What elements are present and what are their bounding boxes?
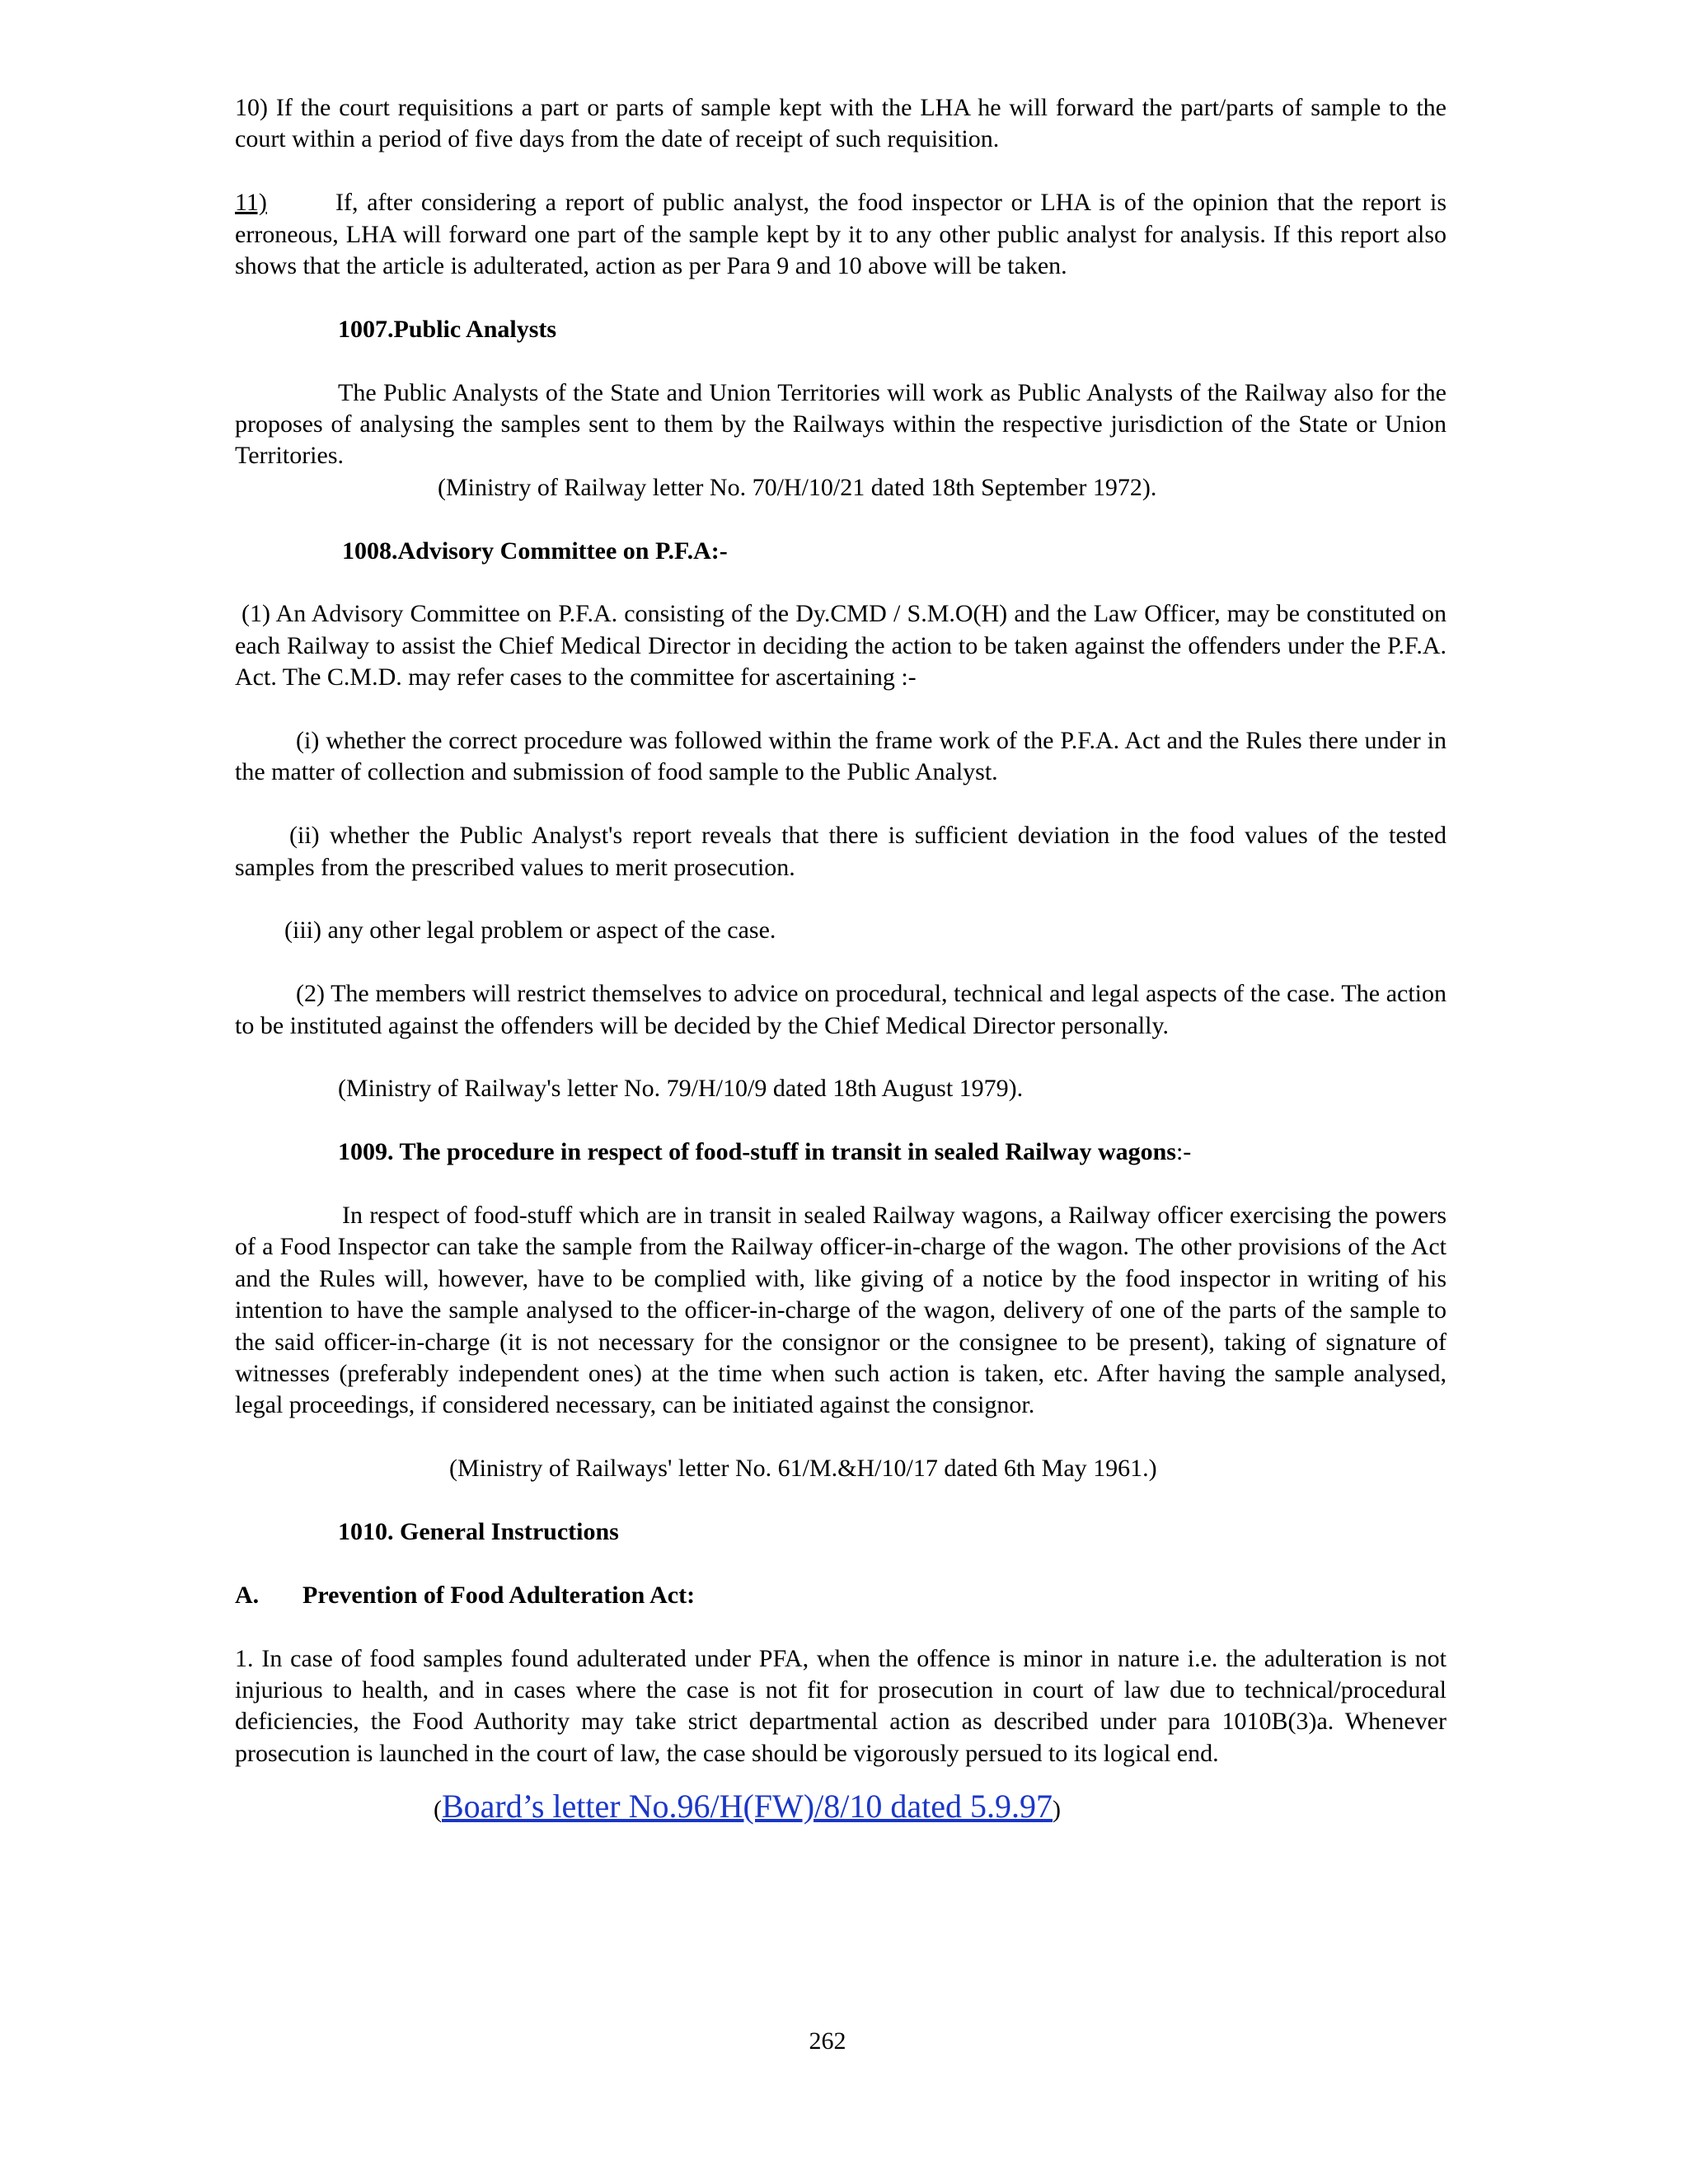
spacer: [235, 282, 1447, 313]
spacer: [235, 883, 1447, 915]
document-page: [235, 92, 1447, 1830]
section-1008-item-ii: (ii) whether the Public Analyst's report reveals that there is sufficient deviation in the food values of the tested samples from the prescribed values to merit prosecution.: [235, 822, 1447, 881]
spacer: [235, 1422, 1447, 1453]
section-1009-reference: (Ministry of Railways' letter No. 61/M.&H/10/17 dated 6th May 1961.): [449, 1455, 1157, 1483]
section-1008-heading: 1008.Advisory Committee on P.F.A:-: [342, 537, 728, 565]
section-1010-point-1: 1. In case of food samples found adulterated under PFA, when the offence is minor in nature i.e. the adulteration is not injurious to health, and in cases where the case is not fit for prosecution in court of law due to technical/procedural deficiencies, the Food Authority may take strict departmental action as described under para 1010B(3)a. Whenever prosecution is launched in the court of law, the case should be vigorously persued to its logical end.: [235, 1644, 1447, 1767]
section-1009-heading-suffix: :-: [1175, 1138, 1192, 1166]
spacer: [235, 1169, 1447, 1200]
paragraph-11-text: If, after considering a report of public analyst, the food inspector or LHA is of the opinion that the report is erroneous, LHA will forward one part of the sample kept by it to any other public analyst for analysis. If this report also shows that the article is adulterated, action as per Para 9 and 10 above will be taken.: [235, 189, 1447, 280]
paragraph-10: 10) If the court requisitions a part or parts of sample kept with the LHA he will forward the part/parts of sample to the court within a period of five days from the date of receipt of such requisition.: [235, 94, 1447, 153]
section-1010-sub-heading-text: Prevention of Food Adulteration Act:: [302, 1581, 696, 1609]
paragraph-11-number: 11): [235, 189, 267, 217]
section-1007-reference: (Ministry of Railway letter No. 70/H/10/21 dated 18th September 1972).: [438, 473, 1157, 501]
section-1007-body: The Public Analysts of the State and Union Territories will work as Public Analysts of the Railway also for the proposes of analysing the samples sent to them by the Railways within the respective jurisdiction of the State or Union Territories.: [235, 378, 1447, 470]
section-1007-heading: 1007.Public Analysts: [338, 315, 557, 343]
section-1010-sub-label: A.: [235, 1581, 260, 1609]
spacer: [235, 694, 1447, 725]
spacer: [235, 1611, 1447, 1643]
boards-letter-link[interactable]: Board’s letter No.96/H(FW)/8/10 dated 5.9.97: [442, 1788, 1053, 1825]
section-1009-heading-text: 1009. The procedure in respect of food-stuff in transit in sealed Railway wagons: [338, 1138, 1176, 1166]
section-1009-body: In respect of food-stuff which are in transit in sealed Railway wagons, a Railway officer exercising the powers of a Food Inspector can take the sample from the Railway officer-in-charge of the wagon. The other provisions of the Act and the Rules will, however, have to be complied with, like giving of a notice by the food inspector in writing of his intention to have the sample analysed to the officer-in-charge of the wagon, delivery of one of the parts of the sample to the said officer-in-charge (it is not necessary for the consignor or the consignee to be present), taking of signature of witnesses (preferably independent ones) at the time when such action is taken, etc. After having the sample analysed, legal proceedings, if considered necessary, can be initiated against the consignor.: [235, 1202, 1447, 1419]
section-1008-item-iii: (iii) any other legal problem or aspect of the case.: [284, 916, 776, 944]
spacer: [235, 1548, 1447, 1579]
section-1010-heading: 1010. General Instructions: [338, 1518, 619, 1546]
section-1008-item-2: (2) The members will restrict themselves to advice on procedural, technical and legal aspects of the case. The action to be instituted against the offenders will be decided by the Chief Medical Director personally.: [235, 980, 1447, 1039]
section-1008-item-i: (i) whether the correct procedure was followed within the frame work of the P.F.A. Act and the Rules there under in the matter of collection and submission of food sample to the Public Analyst.: [235, 727, 1447, 786]
spacer: [235, 567, 1447, 598]
spacer: [235, 156, 1447, 187]
spacer: [235, 1485, 1447, 1516]
section-1008-reference: (Ministry of Railway's letter No. 79/H/10/9 dated 18th August 1979).: [338, 1075, 1024, 1103]
paragraph-11: [235, 187, 1447, 282]
spacer: [235, 947, 1447, 978]
spacer: [235, 789, 1447, 820]
spacer: [235, 1105, 1447, 1137]
section-1009-heading: [235, 1137, 1447, 1168]
section-1010-subheading: [235, 1580, 1447, 1611]
boards-paren-close: ): [1052, 1796, 1061, 1824]
spacer: [235, 345, 1447, 377]
section-1008-intro: (1) An Advisory Committee on P.F.A. consisting of the Dy.CMD / S.M.O(H) and the Law Officer, may be constituted on each Railway to assist the Chief Medical Director in deciding the action to be taken against the offenders under the P.F.A. Act. The C.M.D. may refer cases to the committee for ascertaining :-: [235, 600, 1447, 691]
spacer: [235, 1042, 1447, 1073]
boards-letter-reference: [235, 1786, 1447, 1830]
spacer: [235, 504, 1447, 535]
page-number: 262: [809, 2027, 846, 2055]
boards-paren-open: (: [434, 1796, 442, 1824]
spacer: [235, 1769, 1447, 1786]
